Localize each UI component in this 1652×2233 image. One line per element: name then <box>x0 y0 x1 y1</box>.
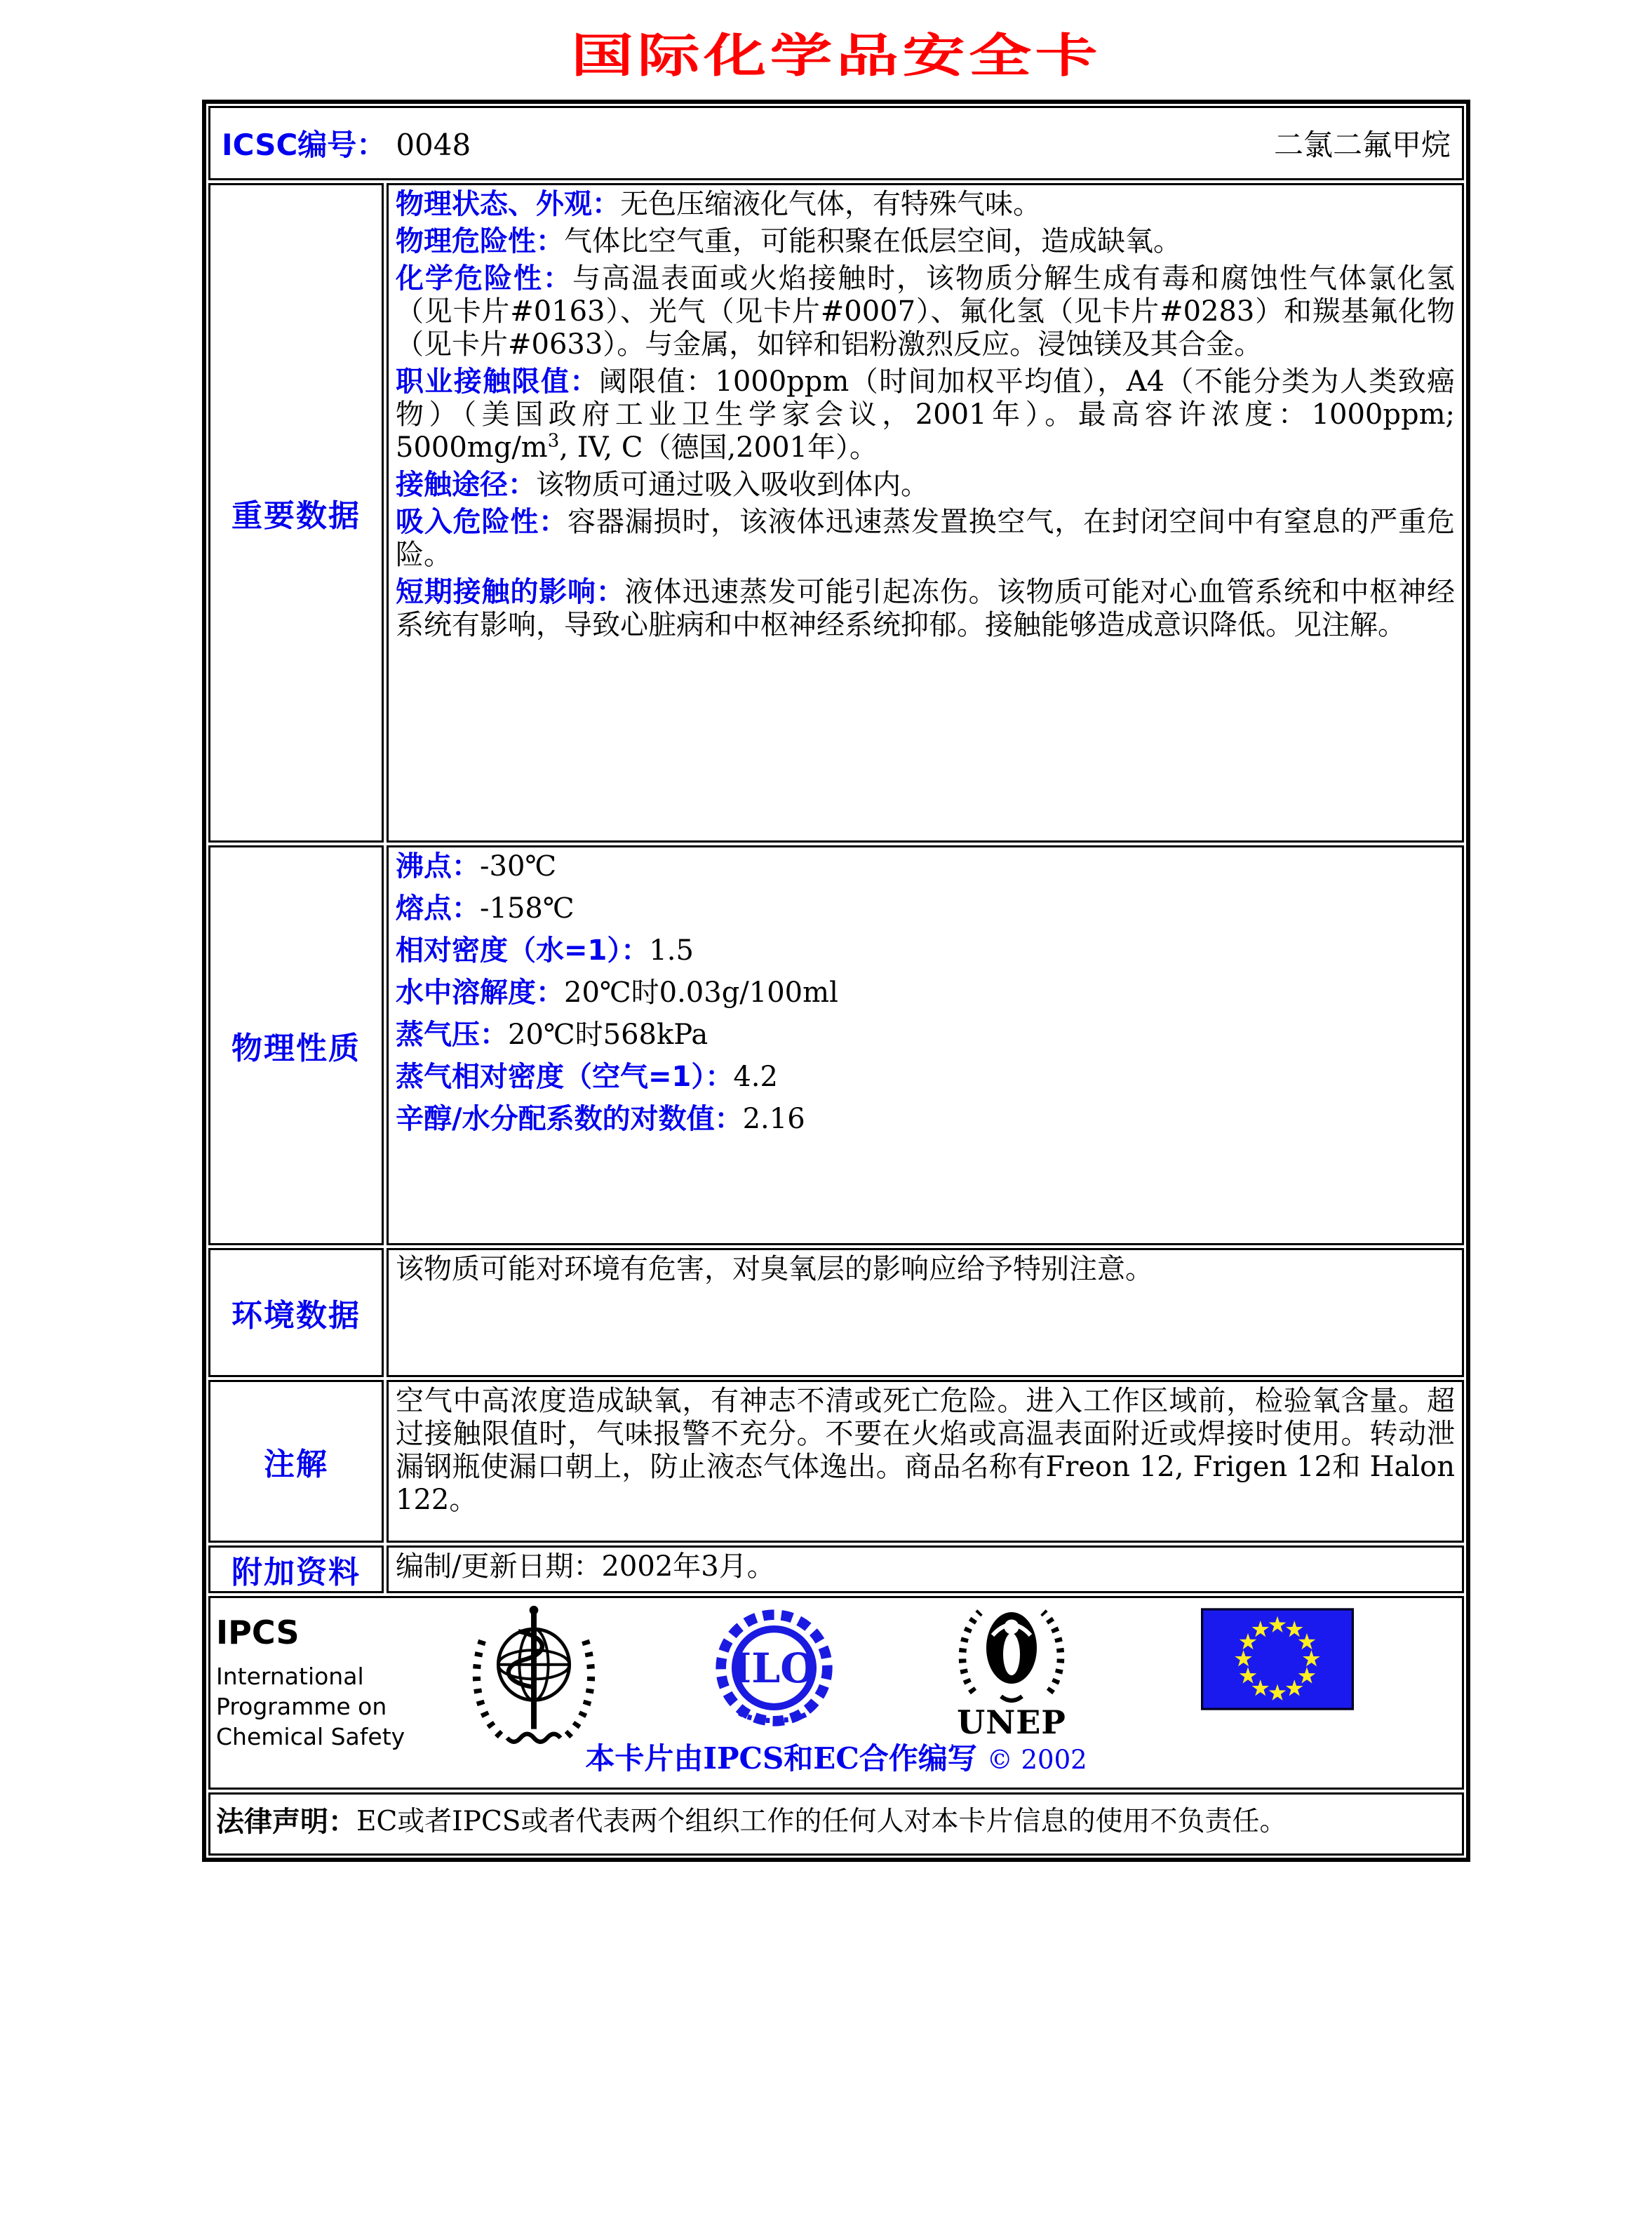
field-text: 与高温表面或火焰接触时，该物质分解生成有毒和腐蚀性气体氯化氢（见卡片#0163）、光气（见卡片#0007）、氟化氢（见卡片#0283）和羰基氟化物（见卡片#0633）。与金属，如锌和铝粉激烈反应。浸蚀镁及其合金。 <box>396 262 1455 361</box>
unep-caption: UNEP <box>957 1703 1066 1741</box>
legal-notice-row <box>208 1792 1464 1856</box>
notes-text: 空气中高浓度造成缺氧，有神志不清或死亡危险。进入工作区域前，检验氧含量。超过接触限值时，气味报警不充分。不要在火焰或高温表面附近或焊接时使用。转动泄漏钢瓶使漏口朝上，防止液态气体逸出。商品名称有Freon 12, Frigen 12和 Halon 122。 <box>396 1385 1455 1516</box>
field-label: 短期接触的影响： <box>396 576 625 608</box>
ipcs-name-line: Chemical Safety <box>216 1723 405 1750</box>
important-item-physical-state <box>396 188 1455 221</box>
additional-info-content <box>387 1545 1464 1593</box>
additional-info-text: 编制/更新日期：2002年3月。 <box>396 1550 775 1583</box>
header-cell <box>208 106 1464 180</box>
cooperation-caption <box>210 1736 1462 1778</box>
field-label: 职业接触限值： <box>396 366 599 398</box>
environmental-data-row <box>208 1248 1464 1377</box>
field-value: -30℃ <box>480 850 557 883</box>
important-item-physical-danger <box>396 225 1455 258</box>
icsc-number-group <box>222 122 471 164</box>
logos-cell <box>208 1596 1464 1790</box>
important-item-inhalation-risk <box>396 506 1455 572</box>
notes-row <box>208 1380 1464 1543</box>
field-text: 阈限值：1000ppm（时间加权平均值），A4（不能分类为人类致癌物）（美国政府工业卫生学家会议，2001年）。最高容许浓度：1000ppm; 5000mg/m <box>396 366 1456 464</box>
chemical-name: 二氯二氟甲烷 <box>1273 128 1451 162</box>
important-item-chemical-danger <box>396 262 1455 361</box>
unep-logo-block <box>948 1600 1075 1741</box>
cooperation-caption-text: 本卡片由IPCS和EC合作编写 <box>585 1741 977 1776</box>
field-label: 熔点： <box>396 892 480 925</box>
icsc-number-value: 0048 <box>396 128 471 162</box>
ipcs-name-line: Programme on <box>216 1693 387 1720</box>
who-emblem-icon <box>467 1601 600 1748</box>
field-label: 水中溶解度： <box>396 977 564 1009</box>
environmental-text: 该物质可能对环境有危害，对臭氧层的影响应给予特别注意。 <box>396 1253 1153 1285</box>
field-text: 无色压缩液化气体，有特殊气味。 <box>620 188 1041 220</box>
page-title <box>202 18 1470 85</box>
field-label: 沸点： <box>396 850 480 883</box>
physical-item-relative-density <box>396 934 1455 967</box>
field-text: , IV, C（德国,2001年）。 <box>559 431 878 464</box>
field-label: 吸入危险性： <box>396 506 568 538</box>
logos-row <box>208 1596 1464 1790</box>
section-label-additional-info: 附加资料 <box>208 1545 384 1593</box>
field-text: 气体比空气重，可能积聚在低层空间，造成缺氧。 <box>564 225 1181 257</box>
field-text: 容器漏损时，该液体迅速蒸发置换空气，在封闭空间中有窒息的严重危险。 <box>396 506 1455 571</box>
superscript: 3 <box>547 430 560 452</box>
unep-emblem-icon <box>948 1600 1075 1705</box>
ipcs-acronym: IPCS <box>216 1614 300 1651</box>
field-label: 物理状态、外观： <box>396 188 620 220</box>
section-label-physical-properties: 物理性质 <box>208 845 384 1245</box>
important-item-short-term-effects <box>396 576 1455 642</box>
physical-item-water-solubility <box>396 977 1455 1009</box>
additional-info-row <box>208 1545 1464 1593</box>
field-label: 物理危险性： <box>396 225 564 257</box>
safety-card-table <box>202 100 1470 1862</box>
field-label: 相对密度（水=1）： <box>396 934 650 967</box>
field-label: 蒸气相对密度（空气=1）： <box>396 1061 734 1093</box>
legal-notice-cell <box>208 1792 1464 1856</box>
section-label-environmental-data: 环境数据 <box>208 1248 384 1377</box>
physical-item-vapor-pressure <box>396 1019 1455 1051</box>
important-data-content <box>387 183 1464 843</box>
physical-item-vapor-relative-density <box>396 1061 1455 1093</box>
legal-notice-label: 法律声明： <box>216 1805 356 1838</box>
field-value: -158℃ <box>480 892 575 925</box>
physical-item-octanol-water-partition <box>396 1103 1455 1135</box>
physical-item-boiling-point <box>396 850 1455 883</box>
field-text: 液体迅速蒸发可能引起冻伤。该物质可能对心血管系统和中枢神经系统有影响，导致心脏病和中枢神经系统抑郁。接触能够造成意识降低。见注解。 <box>396 576 1456 641</box>
field-value: 4.2 <box>733 1061 778 1093</box>
field-value: 20℃时0.03g/100ml <box>564 977 838 1009</box>
notes-content <box>387 1380 1464 1543</box>
physical-properties-content <box>387 845 1464 1245</box>
ipcs-name-line: International <box>216 1663 364 1690</box>
field-value: 2.16 <box>742 1103 805 1135</box>
section-label-important-data: 重要数据 <box>208 183 384 843</box>
ilo-emblem-icon <box>713 1607 835 1729</box>
important-item-occupational-exposure-limits <box>396 366 1455 464</box>
environmental-data-content <box>387 1248 1464 1377</box>
field-text: 该物质可通过吸入吸收到体内。 <box>536 469 929 501</box>
field-value: 1.5 <box>649 934 694 967</box>
icsc-number-label: ICSC编号： <box>222 128 387 162</box>
ipcs-text-block <box>216 1614 405 1752</box>
physical-properties-row <box>208 845 1464 1245</box>
section-label-notes: 注解 <box>208 1380 384 1543</box>
field-label: 辛醇/水分配系数的对数值： <box>396 1103 743 1135</box>
field-label: 化学危险性： <box>396 262 572 295</box>
copyright-text: © 2002 <box>986 1745 1087 1775</box>
field-label: 蒸气压： <box>396 1019 508 1051</box>
field-value: 20℃时568kPa <box>508 1019 709 1051</box>
legal-notice-text: EC或者IPCS或者代表两个组织工作的任何人对本卡片信息的使用不负责任。 <box>356 1806 1287 1837</box>
important-item-routes-of-exposure <box>396 469 1455 502</box>
field-label: 接触途径： <box>396 469 536 501</box>
page-title-text: 国际化学品安全卡 <box>571 29 1101 83</box>
header-row <box>208 106 1464 180</box>
eu-flag-icon <box>1201 1608 1354 1710</box>
ilo-letters: ILO <box>732 1643 817 1692</box>
important-data-row <box>208 183 1464 843</box>
physical-item-melting-point <box>396 892 1455 925</box>
